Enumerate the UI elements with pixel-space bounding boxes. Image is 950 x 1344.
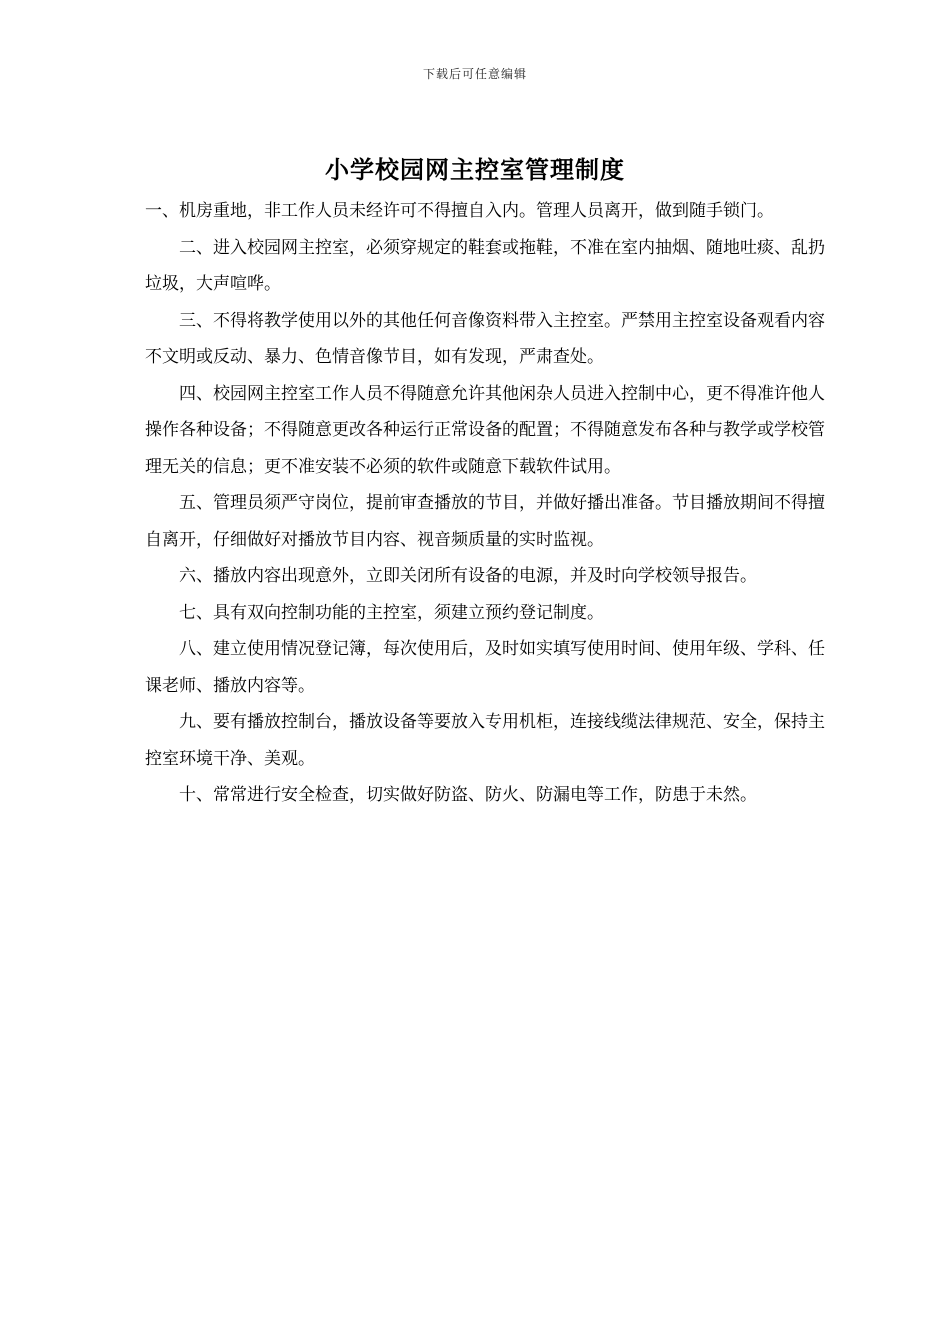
rule-paragraph-7: 七、具有双向控制功能的主控室，须建立预约登记制度。: [179, 602, 604, 623]
rule-paragraph-2: 二、进入校园网主控室，必须穿规定的鞋套或拖鞋，不准在室内抽烟、随地吐痰、乱扔垃圾，大声喧哗。: [145, 237, 825, 294]
rule-paragraph-1: 一、机房重地，非工作人员未经许可不得擅自入内。管理人员离开，做到随手锁门。: [145, 201, 774, 221]
document-title: 小学校园网主控室管理制度: [325, 155, 625, 184]
document-body: [145, 193, 825, 814]
rule-paragraph-10: 十、常常进行安全检查，切实做好防盗、防火、防漏电等工作，防患于未然。: [179, 785, 757, 805]
header-note: 下载后可任意编辑: [422, 67, 527, 81]
rule-paragraph-5: 五、管理员须严守岗位，提前审查播放的节目，并做好播出准备。节目播放期间不得擅自离开，仔细做好对播放节目内容、视音频质量的实时监视。: [145, 493, 825, 550]
rule-paragraph-4: 四、校园网主控室工作人员不得随意允许其他闲杂人员进入控制中心，更不得准许他人操作各种设备；不得随意更改各种运行正常设备的配置；不得随意发布各种与教学或学校管理无关的信息；更不准安装不必须的软件或随意下载软件试用。: [145, 383, 825, 477]
rule-paragraph-6: 六、播放内容出现意外，立即关闭所有设备的电源，并及时向学校领导报告。: [179, 566, 757, 586]
rule-paragraph-8: 八、建立使用情况登记簿，每次使用后，及时如实填写使用时间、使用年级、学科、任课老师、播放内容等。: [145, 639, 825, 696]
rule-paragraph-3: 三、不得将教学使用以外的其他任何音像资料带入主控室。严禁用主控室设备观看内容不文明或反动、暴力、色情音像节目，如有发现，严肃查处。: [145, 310, 825, 367]
rule-paragraph-9: 九、要有播放控制台，播放设备等要放入专用机柜，连接线缆法律规范、安全，保持主控室环境干净、美观。: [145, 712, 825, 769]
